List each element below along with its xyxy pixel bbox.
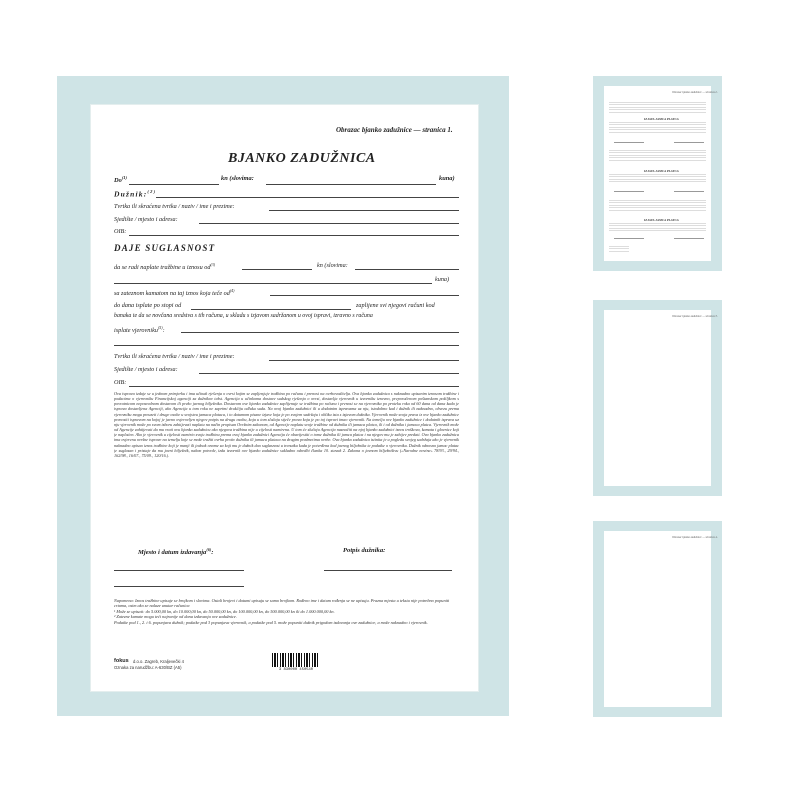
vjerovnik-field-2[interactable] — [114, 345, 459, 346]
mjesto-datum-label: Mjesto i datum izdavanja$^{(6)}$: — [138, 547, 214, 557]
duznik-label: Dužnik:$^{(2)}$ — [114, 189, 157, 199]
mjesto-datum-field-2[interactable] — [114, 586, 244, 587]
duznik-field[interactable] — [156, 197, 459, 198]
naplata-label: da se radi naplate tražbine u iznosu $od^{(3)}$ — [114, 262, 216, 272]
vjerovnik-field[interactable] — [181, 332, 459, 333]
naplata-amount-field[interactable] — [242, 269, 312, 270]
thumb-sig-1b — [674, 142, 704, 143]
thumb-fields-1 — [609, 102, 706, 114]
barcode — [272, 653, 320, 667]
thumb-footer — [609, 246, 629, 252]
kamata-date-field[interactable] — [270, 295, 459, 296]
sjediste2-field[interactable] — [199, 373, 459, 374]
thumb-page-3-header: Obrazac bjanko zadužnice — stranica 3. — [672, 315, 718, 318]
oib2-label: OIB: — [114, 379, 127, 386]
thumb-fields-2 — [609, 150, 706, 162]
brand-logo: fokus — [114, 658, 129, 664]
thumb-sig-1a — [614, 142, 644, 143]
mjesto-datum-field[interactable] — [114, 570, 244, 571]
thumb-section-1: IZJAVA JAMCA PLATCA — [644, 117, 679, 121]
daje-suglasnost-heading: DAJE SUGLASNOST — [114, 243, 216, 253]
kamata-label: sa zateznom kamatom na taj iznos koja teče $od^{(4)}$ — [114, 288, 235, 298]
amount-field[interactable] — [129, 184, 219, 185]
thumb-page-2-header: Obrazac bjanko zadužnice — stranica 2. — [672, 91, 718, 94]
note-3: Podatke pod 1., 2. i 6. popunjava dužnik; podatke pod 3 popunjava vjerovnik, a podatke pod 5. može popuniti dužnik prigodom izdavanja ove zadužnice, a može naknadno i vjerovnik. — [114, 619, 428, 625]
naplata-words-field-2[interactable] — [114, 283, 432, 284]
kuna-close: kuna) — [439, 175, 455, 182]
do-label: Do$^{(1)}$ — [114, 175, 128, 185]
thumb-page-4[interactable] — [604, 531, 718, 707]
tvrtka2-label: Tvrtka ili skraćena tvrtka / naziv / ime i prezime: — [114, 353, 235, 360]
isplata-label-2: banaka te da se novčana sredstva s tih računa, u skladu s izjavom sadržanom u ovoj ispravi, izravno s računa — [114, 313, 373, 319]
tvrtka-label: Tvrtka ili skraćena tvrtka / naziv / ime i prezime: — [114, 203, 235, 210]
isplata-label-1a: do dana isplate po stopi od — [114, 302, 182, 309]
tvrtka-field[interactable] — [269, 210, 459, 211]
isplata-label-1b: zaplijene svi njegovi računi kod — [356, 302, 435, 309]
amount-words-field[interactable] — [266, 184, 436, 185]
barcode-digits: 3 830000 450540 — [278, 668, 314, 672]
sjediste-field[interactable] — [199, 223, 459, 224]
thumb-sig-2a — [614, 191, 644, 192]
stopa-field[interactable] — [191, 309, 351, 310]
sjediste-label: Sjedište / mjesto i adresa: — [114, 216, 178, 223]
thumb-sig-3a — [614, 238, 644, 239]
footnotes — [114, 598, 459, 625]
naplata-words-field[interactable] — [355, 269, 459, 270]
oib-label: OIB: — [114, 228, 127, 235]
kn-slovima-label: kn (slovima: — [221, 175, 254, 182]
thumb-page-2[interactable] — [604, 86, 718, 261]
thumb-text-2 — [609, 174, 706, 184]
sjediste2-label: Sjedište / mjesto i adresa: — [114, 366, 178, 373]
potpis-duznika-label: Potpis dužnika: — [343, 547, 386, 554]
thumb-section-2: IZJAVA JAMCA PLATCA — [644, 169, 679, 173]
main-document-page — [90, 104, 479, 692]
footer-address: d.o.o. Zagreb, Kraljevečki 4 — [133, 659, 184, 664]
thumb-fields-3 — [609, 200, 706, 212]
note-2: ² Zatezne kamate mogu teći najranije od dana izdavanja ove zadužnice. — [114, 614, 237, 620]
footer-order-code: Oznaka za narudžbu: A-630/BZ (A5) — [114, 665, 182, 670]
tvrtka2-field[interactable] — [269, 360, 459, 361]
note-1: ¹ Može se upisati: do 5.000,00 kn, do 10.000,00 kn, do 50.000,00 kn, do 100.000,00 kn, do 500.000,00 kn ili do 1.000.000,00 kn. — [114, 608, 335, 614]
note-0: Napomena: Iznos tražbine upisuje se brojkom i slovima. Ostali brojevi i datumi upisuju se samo brojkom. Rođeno ime i datum rođenja se ne upisuju. Prazna mjesta u tekstu nije potrebno popuniti crtama, osim ako se nalaze unutar računica — [114, 598, 450, 609]
thumb-section-3: IZJAVA JAMCA PLATCA — [644, 218, 679, 222]
document-title: BJANKO ZADUŽNICA — [228, 151, 376, 166]
page-header: Obrazac bjanko zadužnice — stranica 1. — [336, 126, 453, 134]
thumb-text-1 — [609, 122, 706, 134]
thumb-sig-3b — [674, 238, 704, 239]
legal-text: Ova isprava izdaje se u jednom primjerku i ima učinak rješenja o ovrsi kojim se zapljenjuje tražbina po računu i prenosi na ovrhovoditelja. Ova bjanko zadužnica s naknadno upisanim iznosom tražbine i podacima o vjerovniku Financijskoj agenciji za dužnikov tekst. Agencija u učinkoma dostave sudskog rješenja o ovrsi, dostavlja vjerovnik u izvorniku izravno, preporučenom poštanskom pošiljkom s povratnicom neposrednom dostavom ili preko javnog bilježnika. Dostavom ove bjanko zadužnice zaplijenuje se tražbina po računu i prenosi se na vjerovnika po proteku roka od 60 dana od dana kada je isprava dostavljena Agenciji, ako Agencija u tom roku ne zaprimi drukčiju odluku suda. Na ovoj bjanko zadužnici ili u dodatnim ispravama uz nju, istodobno kad i dužnik ili naknadno, obvezu prema vjerovniku mogu preuzeti i druge osobe u svojstvu jamaca plataca, i to datumom pisane izjave koja je po svojem sadržaju i obliku ista s izjavom dužnika. Vjerovnik može svoja prava iz ove bjanko zadužnice prenositi ispravom na kojoj je javno ovjerovljen njegov potpis na drugu osobu, koja u tom slučaju stječe prava koja je po toj ispravi imao vjerovnik. Na temelju ove bjanko zadužnice i dodatnih isprava uz nju vjerovnik može po svom izboru zahtijevati naplatu na način propisan Ovršnim zakonom, od Agencije naplatu svoje tražbine od dužnika ili jamaca platca, ili i od dužnika i jamaca platca. Vjerovnik može od Agencije zahtijevati da mu vrati ovu bjanko zadužnicu ako njegova tražbina nije u cijelosti namirena. U tom će slučaju Agencija naznačiti na njoj bjanko zadužnici iznos troškova, kamata i glavnice koji je naplaćen. Ako je vjerovnik u cijelosti namirio svoju tražbinu prema ovoj bjanko zadužnici Agencija će obavijestiti o tome dužnika ili jamca platca i na njegov mu je zahtjev predati. Ova bjanko zadužnica ima ovjerenu ovršne isprave na temelju koje se može tražiti ovrha protiv dužnika ili jamaca plataca na drugim predmetima ovrhe. Ova bjanko zadužnica istinita je u pogledu svojeg sadržaja ako je vjerovnik naknadno upisao iznos tražbine koji je manji ili jednak onome za koji mu je dužnik dao suglasnost u trenutku kada je potvrđena kod javnog bilježnika te podatke o vjerovniku. Dužnik odnosno jamac platac je suglasan i pristaje da mu javni bilježnik, nakon potvrde, izda izvornik ove bjanko zadužnice sukladno odredbi članka 10. stavak 2. Zakona o javnom bilježništvu («Narodne novine» 78/93., 29/94., 162/98., 16/07., 75/09., 120/16.). — [114, 391, 459, 458]
oib-field[interactable] — [129, 235, 459, 236]
thumb-text-3 — [609, 223, 706, 231]
oib2-field[interactable] — [129, 386, 459, 387]
potpis-field[interactable] — [324, 570, 452, 571]
thumb-sig-2b — [674, 191, 704, 192]
kn-slovima2-label: kn (slovima: — [317, 262, 348, 269]
thumb-page-3[interactable] — [604, 310, 718, 486]
kuna-close-2: kuna) — [435, 276, 450, 283]
thumb-page-4-header: Obrazac bjanko zadužnice — stranica 4. — [672, 536, 718, 539]
isplata-label-3: isplate vjerovniku$^{(5)}$: — [114, 325, 165, 335]
